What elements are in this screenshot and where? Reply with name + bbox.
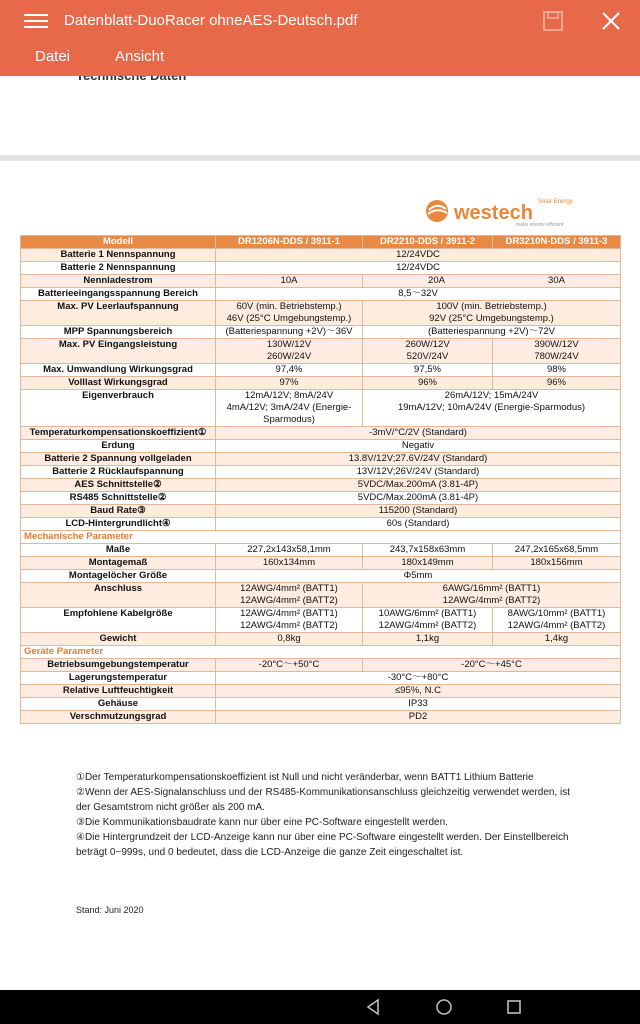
table-header-row — [21, 236, 621, 249]
section-row — [21, 646, 621, 659]
line: 92V (25°C Umgebungstemp.) — [429, 313, 554, 324]
row-value — [216, 301, 363, 326]
row-value: 60s (Standard) — [216, 518, 621, 531]
table-row — [21, 288, 621, 301]
row-value: 0,8kg — [216, 633, 363, 646]
app-bar — [0, 0, 640, 76]
svg-text:westech: westech — [454, 202, 533, 224]
row-label: LCD-Hintergrundlicht④ — [21, 518, 216, 531]
table-row — [21, 492, 621, 505]
table-row — [21, 390, 621, 427]
row-value — [363, 275, 621, 288]
row-label: Empfohlene Kabelgröße — [21, 608, 216, 633]
row-label: Lagerungstemperatur — [21, 672, 216, 685]
svg-text:make energy efficient: make energy efficient — [516, 222, 564, 226]
row-value: 115200 (Standard) — [216, 505, 621, 518]
row-value — [363, 301, 621, 326]
row-value: Φ5mm — [216, 570, 621, 583]
line: 260W/12V — [405, 339, 450, 350]
line: 12AWG/4mm² (BATT1) — [240, 608, 338, 619]
table-row — [21, 505, 621, 518]
row-value: 12/24VDC — [216, 262, 621, 275]
row-value — [216, 583, 363, 608]
row-value: -20°C～+50°C — [216, 659, 363, 672]
row-label: MPP Spannungsbereich — [21, 326, 216, 339]
row-value: 98% — [493, 364, 621, 377]
row-value: 227,2x143x58,1mm — [216, 544, 363, 557]
svg-text:Solar Energy: Solar Energy — [538, 199, 573, 205]
line: 130W/12V — [266, 339, 312, 350]
row-value: IP33 — [216, 698, 621, 711]
row-value: -30°C～+80°C — [216, 672, 621, 685]
row-value: 13.8V/12V;27.6V/24V (Standard) — [216, 453, 621, 466]
row-value: -3mV/°C/2V (Standard) — [216, 427, 621, 440]
table-row — [21, 427, 621, 440]
row-value: 180x149mm — [363, 557, 493, 570]
row-value: 1,4kg — [493, 633, 621, 646]
row-value — [363, 608, 493, 633]
line: 12AWG/4mm² (BATT2) — [240, 620, 338, 631]
home-icon[interactable] — [435, 998, 453, 1016]
row-label: Nennladestrom — [21, 275, 216, 288]
section-title: Mechanische Parameter — [21, 531, 621, 544]
table-row — [21, 364, 621, 377]
row-value: 243,7x158x63mm — [363, 544, 493, 557]
row-value: 96% — [363, 377, 493, 390]
row-value: 12/24VDC — [216, 249, 621, 262]
row-value — [493, 608, 621, 633]
row-value: 5VDC/Max.200mA (3.81-4P) — [216, 492, 621, 505]
row-value: 97,4% — [216, 364, 363, 377]
footnotes — [76, 770, 576, 860]
line: 46V (25°C Umgebungstemp.) — [226, 313, 352, 324]
row-label: AES Schnittstelle② — [21, 479, 216, 492]
line: 780W/24V — [534, 351, 579, 362]
row-value — [493, 339, 621, 364]
row-label: Betriebsumgebungstemperatur — [21, 659, 216, 672]
save-icon[interactable] — [540, 8, 566, 34]
table-row — [21, 301, 621, 326]
row-label: Montagemaß — [21, 557, 216, 570]
row-value-b: 20A — [428, 275, 445, 286]
table-row — [21, 659, 621, 672]
row-value: 180x156mm — [493, 557, 621, 570]
table-row — [21, 377, 621, 390]
header-cell: Modell — [21, 236, 216, 249]
footnote: ②Wenn der AES-Signalanschluss und der RS485-Kommunikationsanschluss gleichzeitig verwendet werden, ist der Gesamtstrom nicht größer als 200 mA. — [76, 787, 571, 813]
row-value — [363, 339, 493, 364]
row-value: 10A — [216, 275, 363, 288]
row-value: 247,2x165x68,5mm — [493, 544, 621, 557]
line: 60V (min. Betriebstemp.) — [236, 301, 342, 312]
line: 260W/24V — [266, 351, 312, 362]
line: 12AWG/4mm² (BATT1) — [240, 583, 338, 594]
table-row — [21, 479, 621, 492]
row-label: Relative Luftfeuchtigkeit — [21, 685, 216, 698]
line: 520V/24V — [406, 351, 449, 362]
row-value: (Batteriespannung +2V)～36V — [216, 326, 363, 339]
table-row — [21, 672, 621, 685]
row-value — [363, 390, 621, 427]
table-row — [21, 583, 621, 608]
row-label: Max. PV Eingangsleistung — [21, 339, 216, 364]
row-value: 5VDC/Max.200mA (3.81-4P) — [216, 479, 621, 492]
row-value: 97,5% — [363, 364, 493, 377]
header-cell: DR1206N-DDS / 3911-1 — [216, 236, 363, 249]
footnote: ④Die Hintergrundzeit der LCD-Anzeige kann nur über eine PC-Software eingestellt werden. Der Einstellbereich beträgt 0~999s, und 0 bedeutet, dass die LCD-Anzeige die ganze Zeit eingeschaltet ist. — [76, 832, 569, 858]
table-row — [21, 249, 621, 262]
table-row — [21, 339, 621, 364]
header-cell: DR2210-DDS / 3911-2 — [363, 236, 493, 249]
line: 100V (min. Betriebstemp.) — [436, 301, 547, 312]
section-row — [21, 531, 621, 544]
close-icon[interactable] — [598, 8, 624, 34]
row-label: Gewicht — [21, 633, 216, 646]
line: Sparmodus) — [263, 414, 315, 425]
row-value: 160x134mm — [216, 557, 363, 570]
menu-datei[interactable]: Datei — [35, 48, 71, 65]
row-value: PD2 — [216, 711, 621, 724]
line: 4mA/12V; 3mA/24V (Energie- — [226, 402, 352, 413]
table-row — [21, 698, 621, 711]
table-row — [21, 440, 621, 453]
table-row — [21, 518, 621, 531]
table-row — [21, 557, 621, 570]
line: 6AWG/16mm² (BATT1) — [442, 583, 541, 594]
row-label: Gehäuse — [21, 698, 216, 711]
row-label: Montagelöcher Größe — [21, 570, 216, 583]
row-label: Maße — [21, 544, 216, 557]
recents-icon[interactable] — [505, 998, 523, 1016]
footnote: ③Die Kommunikationsbaudrate kann nur über eine PC-Software eingestellt werden. — [76, 817, 448, 828]
row-value: 97% — [216, 377, 363, 390]
row-label: Verschmutzungsgrad — [21, 711, 216, 724]
page-separator — [0, 155, 640, 161]
row-value: 13V/12V;26V/24V (Standard) — [216, 466, 621, 479]
row-label: Volllast Wirkungsgrad — [21, 377, 216, 390]
row-value: Negativ — [216, 440, 621, 453]
line: 12AWG/4mm² (BATT2) — [507, 620, 606, 631]
row-value: 96% — [493, 377, 621, 390]
row-label: Batterie 2 Spannung vollgeladen — [21, 453, 216, 466]
back-icon[interactable] — [364, 998, 382, 1016]
section-title: Geräte Parameter — [21, 646, 621, 659]
row-label: Batterieeingangsspannung Bereich — [21, 288, 216, 301]
table-row — [21, 570, 621, 583]
row-value — [363, 583, 621, 608]
row-label: Eigenverbrauch — [21, 390, 216, 427]
row-value: ≤95%, N.C — [216, 685, 621, 698]
table-row — [21, 633, 621, 646]
table-row — [21, 544, 621, 557]
spec-table — [20, 235, 621, 724]
row-label: Max. Umwandlung Wirkungsgrad — [21, 364, 216, 377]
row-label: Max. PV Leerlaufspannung — [21, 301, 216, 326]
table-row — [21, 711, 621, 724]
table-row — [21, 466, 621, 479]
westech-logo — [424, 196, 574, 226]
row-label: Batterie 2 Nennspannung — [21, 262, 216, 275]
line: 8AWG/10mm² (BATT1) — [507, 608, 606, 619]
table-row — [21, 275, 621, 288]
row-label: Batterie 2 Rücklaufspannung — [21, 466, 216, 479]
line: 26mA/12V; 15mA/24V — [444, 390, 539, 401]
menu-icon[interactable] — [18, 8, 54, 34]
line: 12AWG/4mm² (BATT2) — [240, 595, 338, 606]
row-label: Batterie 1 Nennspannung — [21, 249, 216, 262]
line: 12AWG/4mm² (BATT2) — [378, 620, 477, 631]
table-row — [21, 326, 621, 339]
row-label: Anschluss — [21, 583, 216, 608]
line: 12mA/12V; 8mA/24V — [244, 390, 334, 401]
line: 390W/12V — [534, 339, 579, 350]
footnote: ①Der Temperaturkompensationskoeffizient ist Null und nicht veränderbar, wenn BATT1 Lithium Batterie — [76, 772, 534, 783]
row-value — [216, 608, 363, 633]
stand-date: Stand: Juni 2020 — [76, 905, 144, 915]
row-value: -20°C～+45°C — [363, 659, 621, 672]
line: 12AWG/4mm² (BATT2) — [442, 595, 541, 606]
row-value: 8,5～32V — [216, 288, 621, 301]
table-row — [21, 608, 621, 633]
system-nav-bar — [0, 990, 640, 1024]
row-label: Erdung — [21, 440, 216, 453]
header-cell: DR3210N-DDS / 3911-3 — [493, 236, 621, 249]
row-value: (Batteriespannung +2V)～72V — [363, 326, 621, 339]
row-value — [216, 339, 363, 364]
line: 10AWG/6mm² (BATT1) — [378, 608, 477, 619]
row-value-c: 30A — [548, 275, 565, 286]
row-value — [216, 390, 363, 427]
row-label: Baud Rate③ — [21, 505, 216, 518]
row-value: 1,1kg — [363, 633, 493, 646]
row-label: Temperaturkompensationskoeffizient① — [21, 427, 216, 440]
document-title: Datenblatt-DuoRacer ohneAES-Deutsch.pdf — [64, 12, 358, 29]
menu-ansicht[interactable]: Ansicht — [115, 48, 165, 65]
table-row — [21, 262, 621, 275]
row-label: RS485 Schnittstelle② — [21, 492, 216, 505]
table-row — [21, 685, 621, 698]
line: 19mA/12V; 10mA/24V (Energie-Sparmodus) — [397, 402, 586, 413]
table-row — [21, 453, 621, 466]
